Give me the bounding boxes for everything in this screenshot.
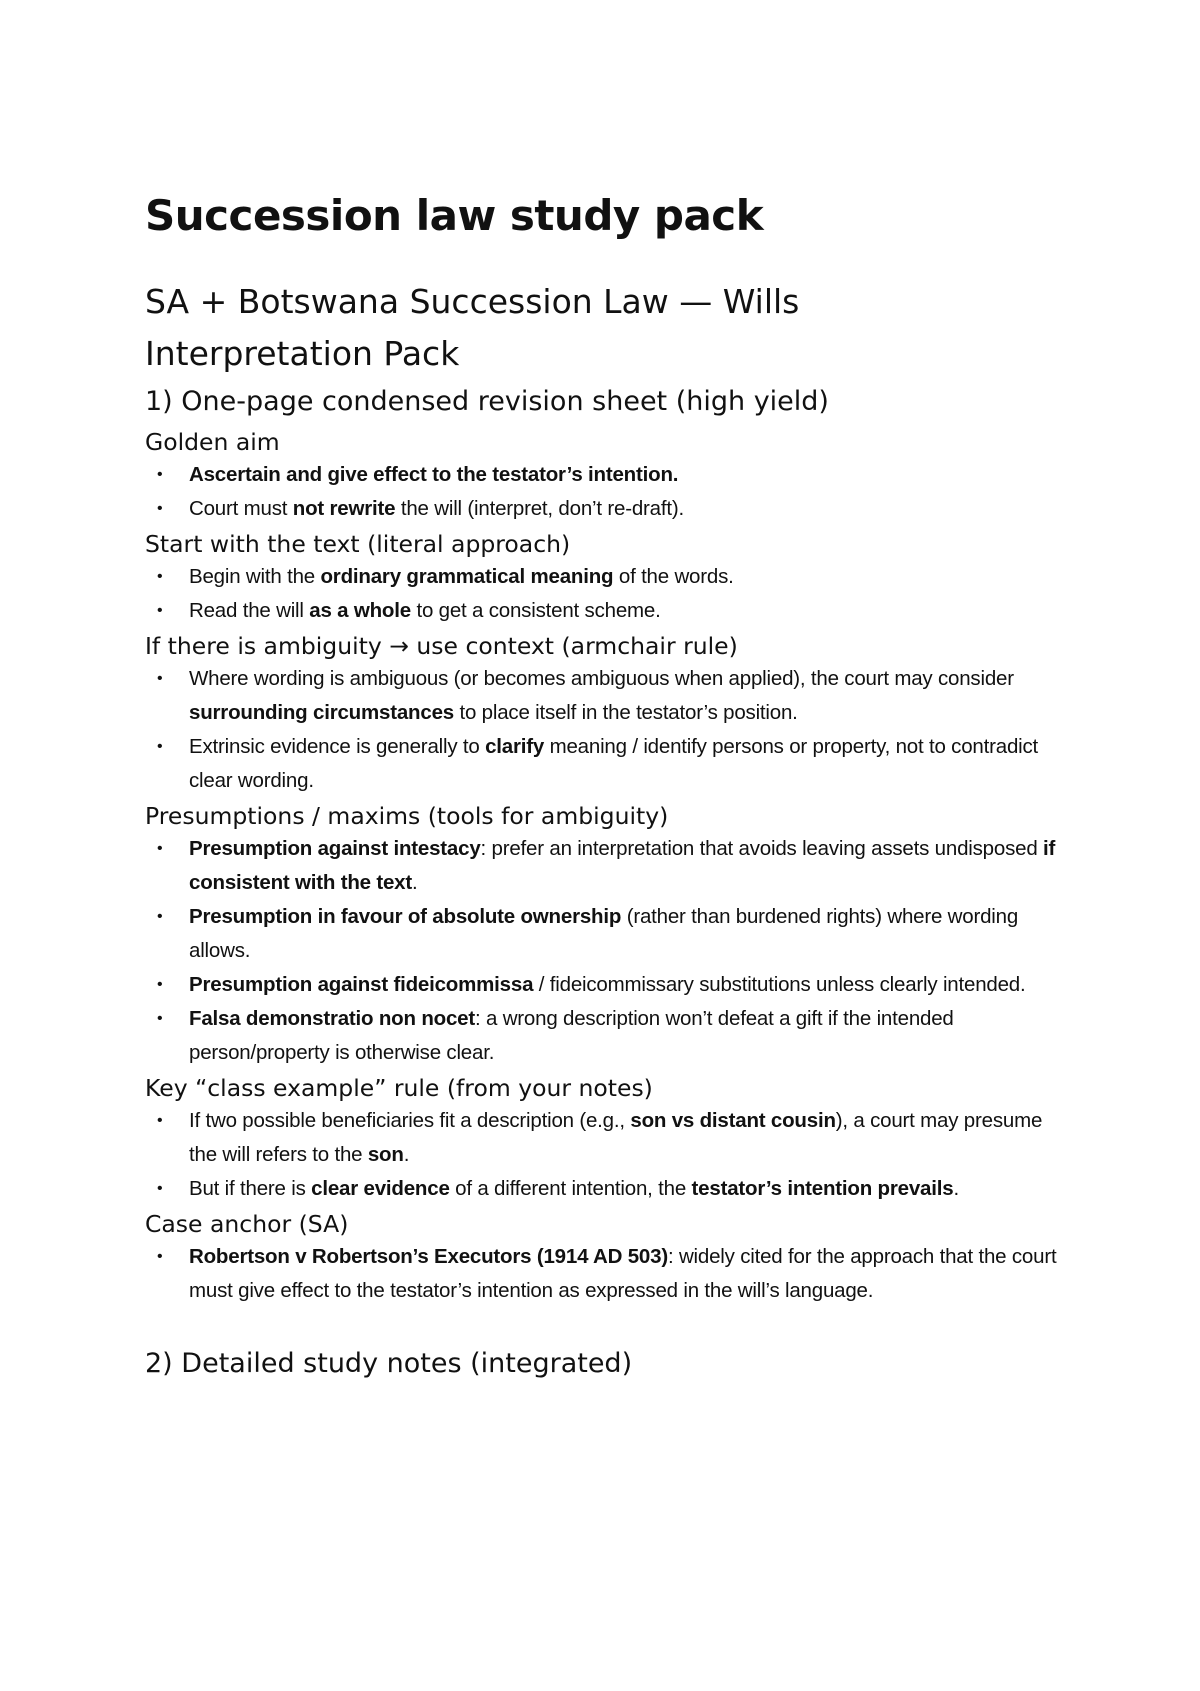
list-item	[145, 458, 1075, 492]
bullet-icon: •	[157, 500, 163, 517]
section-heading-detailed-notes: 2) Detailed study notes (integrated)	[145, 1348, 633, 1379]
text: Extrinsic evidence is generally to	[189, 735, 486, 758]
list-item	[145, 968, 1075, 1002]
text: Court must	[189, 497, 293, 520]
text: (rather than burdened rights) where wording allows.	[189, 905, 1019, 962]
text: Read the will	[189, 599, 310, 622]
bullet-list	[145, 560, 1075, 628]
list-item	[145, 832, 1075, 900]
list-item	[145, 1172, 1075, 1206]
text: If two possible beneficiaries fit a description (e.g.,	[189, 1109, 631, 1132]
text: But if there is	[189, 1177, 312, 1200]
text: : widely cited for the approach that the court must give effect to the testator’s intention as expressed in the will’s language.	[189, 1245, 1057, 1302]
bold-text: Presumption against fideicommissa	[189, 973, 534, 996]
group-heading: Presumptions / maxims (tools for ambiguity)	[145, 802, 669, 830]
bullet-icon: •	[157, 568, 163, 585]
list-item	[145, 594, 1075, 628]
list-item	[145, 730, 1075, 798]
group-heading: Case anchor (SA)	[145, 1210, 349, 1238]
text: : prefer an interpretation that avoids leaving assets undisposed	[480, 837, 1044, 860]
list-item	[145, 662, 1075, 730]
group-heading: If there is ambiguity → use context (armchair rule)	[145, 632, 738, 660]
text: ), a court may presume the will refers to the	[189, 1109, 1043, 1166]
bullet-list	[145, 1104, 1075, 1206]
revision-sheet-groups	[145, 426, 1075, 1308]
bullet-list	[145, 458, 1075, 526]
text: : a wrong description won’t defeat a gift if the intended person/property is otherwise clear.	[189, 1007, 954, 1064]
bold-text: Presumption against intestacy	[189, 837, 481, 860]
bold-text: as a whole	[309, 599, 411, 622]
list-item	[145, 900, 1075, 968]
text: to get a consistent scheme.	[410, 599, 661, 622]
list-item	[145, 1002, 1075, 1070]
bold-text: son	[367, 1143, 404, 1166]
bold-text: surrounding circumstances	[189, 701, 454, 724]
bullet-icon: •	[157, 602, 163, 619]
text: of a different intention, the	[449, 1177, 692, 1200]
text: to place itself in the testator’s position.	[453, 701, 798, 724]
section-heading-revision-sheet: 1) One-page condensed revision sheet (high yield)	[145, 386, 829, 417]
bullet-icon: •	[157, 1112, 163, 1129]
bold-text: son vs distant cousin	[630, 1109, 836, 1132]
bullet-icon: •	[157, 976, 163, 993]
bold-text: Robertson v Robertson’s Executors (1914 AD 503)	[189, 1245, 668, 1268]
text: .	[953, 1177, 959, 1200]
text: of the words.	[613, 565, 734, 588]
bold-text: clear evidence	[311, 1177, 450, 1200]
list-item	[145, 1240, 1075, 1308]
bullet-icon: •	[157, 1180, 163, 1197]
bold-text: Falsa demonstratio non nocet	[189, 1007, 475, 1030]
text: Where wording is ambiguous (or becomes ambiguous when applied), the court may consider	[189, 667, 1014, 690]
bold-text: testator’s intention prevails	[691, 1177, 954, 1200]
bullet-icon: •	[157, 908, 163, 925]
group-heading: Key “class example” rule (from your notes)	[145, 1074, 653, 1102]
bullet-list	[145, 662, 1075, 798]
bullet-icon: •	[157, 466, 163, 483]
text: .	[412, 871, 418, 894]
bold-text: Ascertain and give effect to the testator’s intention.	[189, 463, 679, 486]
bold-text: not rewrite	[292, 497, 396, 520]
document-subtitle: SA + Botswana Succession Law — Wills Interpretation Pack	[145, 282, 800, 373]
document-title: Succession law study pack	[145, 191, 764, 240]
bullet-icon: •	[157, 1010, 163, 1027]
group-heading: Golden aim	[145, 428, 280, 456]
group-heading: Start with the text (literal approach)	[145, 530, 571, 558]
bullet-icon: •	[157, 738, 163, 755]
text: Begin with the	[189, 565, 321, 588]
bold-text: clarify	[485, 735, 545, 758]
document-page	[145, 186, 1075, 1388]
list-item	[145, 560, 1075, 594]
text: the will (interpret, don’t re-draft).	[395, 497, 684, 520]
bullet-icon: •	[157, 1248, 163, 1265]
text: meaning / identify persons or property, not to contradict clear wording.	[189, 735, 1039, 792]
bullet-list	[145, 1240, 1075, 1308]
bold-text: ordinary grammatical meaning	[320, 565, 614, 588]
text: .	[403, 1143, 410, 1166]
list-item	[145, 1104, 1075, 1172]
bullet-list	[145, 832, 1075, 1070]
bold-text: Presumption in favour of absolute ownership	[189, 905, 622, 928]
bullet-icon: •	[157, 840, 163, 857]
text: / fideicommissary substitutions unless clearly intended.	[533, 973, 1026, 996]
bold-text: if consistent with the text	[189, 837, 1056, 894]
bullet-icon: •	[157, 670, 163, 687]
list-item	[145, 492, 1075, 526]
